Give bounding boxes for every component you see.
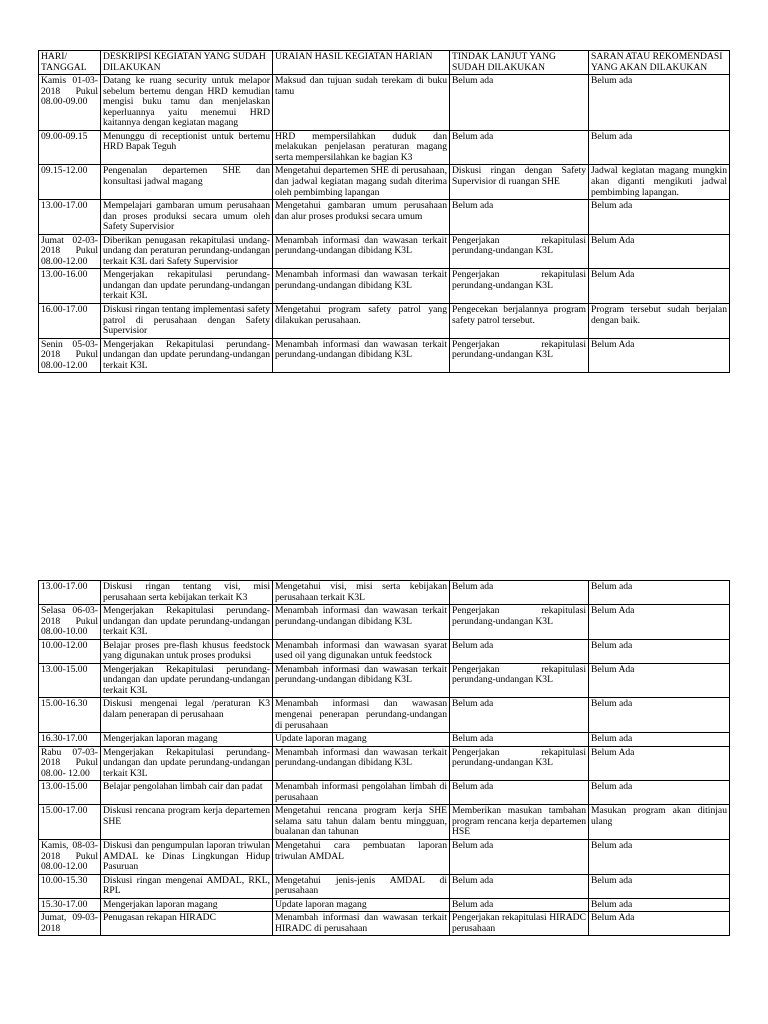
cell-date: 09.15-12.00 [39,165,101,200]
cell-result: Menambah informasi dan wawasan terkait perundang-undangan dibidang K3L [273,746,450,781]
cell-result: Menambah informasi dan wawasan terkait perundang-undangan dibidang K3L [273,605,450,640]
cell-recommendation: Belum ada [589,874,730,898]
table-body [39,75,730,373]
table-row [39,165,730,200]
cell-date: 15.00-17.00 [39,805,101,840]
table-row [39,698,730,733]
cell-follow-up: Pengerjakan rekapitulasi perundang-undangan K3L [450,605,589,640]
cell-follow-up: Belum ada [450,733,589,747]
cell-date: 13.00-17.00 [39,581,101,605]
cell-follow-up: Belum ada [450,840,589,875]
cell-description: Datang ke ruang security untuk melapor sebelum bertemu dengan HRD kemudian mengisi buku tamu dan menjelaskan keperluannya yaitu menemui HRD kaitannya dengan kegiatan magang [101,75,273,131]
cell-result: Mengetahui cara pembuatan laporan triwulan AMDAL [273,840,450,875]
table-row [39,733,730,747]
table-row [39,912,730,936]
cell-date: 15.00-16.30 [39,698,101,733]
cell-result: Menambah informasi dan wawasan terkait perundang-undangan dibidang K3L [273,338,450,373]
cell-description: Diskusi dan pengumpulan laporan triwulan AMDAL ke Dinas Lingkungan Hidup Pasuruan [101,840,273,875]
cell-follow-up: Memberikan masukan tambahan program rencana kerja departemen HSE [450,805,589,840]
table-row [39,840,730,875]
header-date: HARI/ TANGGAL [39,51,101,75]
cell-recommendation: Masukan program akan ditinjau ulang [589,805,730,840]
cell-date: 15.30-17.00 [39,898,101,912]
cell-follow-up: Pengerjakan rekapitulasi HIRADC perusahaan [450,912,589,936]
cell-recommendation: Belum ada [589,200,730,235]
cell-description: Diskusi ringan tentang implementasi safety patrol di perusahaan dengan Safety Supervisior [101,304,273,339]
cell-result: Mengetahui jenis-jenis AMDAL di perusahaan [273,874,450,898]
cell-result: Menambah informasi dan wawasan terkait HIRADC di perusahaan [273,912,450,936]
table-row [39,200,730,235]
table-row [39,269,730,304]
cell-follow-up: Pengerjakan rekapitulasi perundang-undangan K3L [450,234,589,269]
cell-description: Mengerjakan laporan magang [101,898,273,912]
cell-follow-up: Pengerjakan rekapitulasi perundang-undangan K3L [450,746,589,781]
cell-recommendation: Belum Ada [589,912,730,936]
cell-recommendation: Belum Ada [589,663,730,698]
table-row [39,75,730,131]
cell-date: 16.00-17.00 [39,304,101,339]
cell-recommendation: Belum Ada [589,338,730,373]
cell-result: HRD mempersilahkan duduk dan melakukan penjelasan peraturan magang serta mempersilahkan ke bagian K3 [273,130,450,165]
cell-description: Belajar pengolahan limbah cair dan padat [101,781,273,805]
table-row [39,605,730,640]
cell-recommendation: Belum Ada [589,234,730,269]
cell-follow-up: Belum ada [450,898,589,912]
table-row [39,874,730,898]
cell-date: 13.00-17.00 [39,200,101,235]
cell-description: Belajar proses pre-flash khusus feedstock yang digunakan untuk proses produksi [101,639,273,663]
table-row [39,338,730,373]
cell-date: 13.00-15.00 [39,781,101,805]
cell-date: 13.00-15.00 [39,663,101,698]
cell-description: Mengerjakan Rekapitulasi perundang-undangan dan update perundang-undangan terkait K3L [101,338,273,373]
table-row [39,805,730,840]
cell-description: Mengerjakan Rekapitulasi perundang-undangan dan update perundang-undangan terkait K3L [101,605,273,640]
cell-result: Mengetahui gambaran umum perusahaan dan alur proses produksi secara umum [273,200,450,235]
cell-recommendation: Belum ada [589,840,730,875]
cell-recommendation: Belum Ada [589,269,730,304]
activity-log-table [38,50,730,373]
cell-recommendation: Belum Ada [589,605,730,640]
cell-result: Update laporan magang [273,898,450,912]
table-row [39,663,730,698]
cell-result: Menambah informasi dan wawasan terkait perundang-undangan dibidang K3L [273,269,450,304]
cell-follow-up: Belum ada [450,781,589,805]
cell-recommendation: Program tersebut sudah berjalan dengan baik. [589,304,730,339]
cell-follow-up: Belum ada [450,200,589,235]
cell-result: Menambah informasi dan wawasan terkait perundang-undangan dibidang K3L [273,234,450,269]
cell-follow-up: Pengerjakan rekapitulasi perundang-undangan K3L [450,338,589,373]
cell-date: Senin 05-03-2018 Pukul 08.00-12.00 [39,338,101,373]
cell-recommendation: Belum ada [589,130,730,165]
cell-result: Menambah informasi dan wawasan syarat used oil yang digunakan untuk feedstock [273,639,450,663]
table-row [39,234,730,269]
table-row [39,898,730,912]
table-row [39,130,730,165]
cell-recommendation: Belum ada [589,733,730,747]
cell-description: Mengerjakan rekapitulasi perundang-undangan dan update perundang-undangan terkait K3L [101,269,273,304]
table-row [39,746,730,781]
cell-recommendation: Belum ada [589,898,730,912]
cell-description: Mengerjakan laporan magang [101,733,273,747]
cell-recommendation: Jadwal kegiatan magang mungkin akan diganti mengikuti jadwal pembimbing lapangan. [589,165,730,200]
table-row [39,304,730,339]
cell-follow-up: Belum ada [450,698,589,733]
cell-description: Mengerjakan Rekapitulasi perundang-undangan dan update perundang-undangan terkait K3L [101,746,273,781]
cell-description: Pengenalan departemen SHE dan konsultasi jadwal magang [101,165,273,200]
cell-description: Mempelajari gambaran umum perusahaan dan proses produksi secara umum oleh Safety Supervisior [101,200,273,235]
cell-recommendation: Belum Ada [589,746,730,781]
cell-date: Kamis, 08-03-2018 Pukul 08.00-12.00 [39,840,101,875]
table-row [39,781,730,805]
cell-result: Menambah informasi pengolahan limbah di perusahaan [273,781,450,805]
cell-result: Mengetahui visi, misi serta kebijakan perusahaan terkait K3L [273,581,450,605]
cell-date: Rabu 07-03-2018 Pukul 08.00- 12.00 [39,746,101,781]
cell-date: 10.00-12.00 [39,639,101,663]
table-body [39,581,730,936]
header-recommendation: SARAN ATAU REKOMENDASI YANG AKAN DILAKUKAN [589,51,730,75]
cell-recommendation: Belum ada [589,698,730,733]
header-result: URAIAN HASIL KEGIATAN HARIAN [273,51,450,75]
cell-result: Mengetahui rencana program kerja SHE selama satu tahun dalam bentu mingguan, bualanan dan tahunan [273,805,450,840]
cell-follow-up: Diskusi ringan dengan Safety Supervisior di ruangan SHE [450,165,589,200]
cell-description: Diberikan penugasan rekapitulasi undang-undang dan peraturan perundang-undangan terkait K3L dari Safety Supervisior [101,234,273,269]
cell-follow-up: Belum ada [450,75,589,131]
cell-follow-up: Pengerjakan rekapitulasi perundang-undangan K3L [450,269,589,304]
activity-log-table-continued [38,580,730,936]
cell-description: Diskusi mengenai legal /peraturan K3 dalam penerapan di perusahaan [101,698,273,733]
cell-result: Update laporan magang [273,733,450,747]
cell-date: Jumat, 09-03-2018 [39,912,101,936]
table-row [39,581,730,605]
cell-follow-up: Pengerjakan rekapitulasi perundang-undangan K3L [450,663,589,698]
cell-description: Menunggu di receptionist untuk bertemu HRD Bapak Teguh [101,130,273,165]
cell-recommendation: Belum ada [589,75,730,131]
cell-description: Diskusi ringan mengenai AMDAL, RKL, RPL [101,874,273,898]
cell-result: Menambah informasi dan wawasan terkait perundang-undangan dibidang K3L [273,663,450,698]
cell-date: 10.00-15.30 [39,874,101,898]
cell-description: Mengerjakan Rekapitulasi perundang-undangan dan update perundang-undangan terkait K3L [101,663,273,698]
cell-date: 09.00-09.15 [39,130,101,165]
cell-follow-up: Belum ada [450,639,589,663]
cell-follow-up: Belum ada [450,581,589,605]
cell-follow-up: Pengecekan berjalannya program safety patrol tersebut. [450,304,589,339]
cell-description: Diskusi ringan tentang visi, misi perusahaan serta kebijakan terkait K3 [101,581,273,605]
cell-description: Diskusi rencana program kerja departemen SHE [101,805,273,840]
cell-recommendation: Belum ada [589,581,730,605]
cell-follow-up: Belum ada [450,874,589,898]
cell-follow-up: Belum ada [450,130,589,165]
cell-date: 16.30-17.00 [39,733,101,747]
cell-date: Jumat 02-03-2018 Pukul 08.00-12.00 [39,234,101,269]
cell-recommendation: Belum ada [589,781,730,805]
table-header-row [39,51,730,75]
cell-result: Menambah informasi dan wawasan mengenai penerapan perundang-undangan di perusahaan [273,698,450,733]
table-row [39,639,730,663]
header-description: DESKRIPSI KEGIATAN YANG SUDAH DILAKUKAN [101,51,273,75]
cell-result: Mengetahui program safety patrol yang dilakukan perusahaan. [273,304,450,339]
header-follow-up: TINDAK LANJUT YANG SUDAH DILAKUKAN [450,51,589,75]
cell-recommendation: Belum ada [589,639,730,663]
cell-date: Selasa 06-03-2018 Pukul 08.00-10.00 [39,605,101,640]
cell-date: Kamis 01-03-2018 Pukul 08.00-09.00 [39,75,101,131]
cell-description: Penugasan rekapan HIRADC [101,912,273,936]
cell-result: Mengetahui departemen SHE di perusahaan, dan jadwal kegiatan magang sudah diterima oleh pembimbing lapangan [273,165,450,200]
cell-date: 13.00-16.00 [39,269,101,304]
cell-result: Maksud dan tujuan sudah terekam di buku tamu [273,75,450,131]
